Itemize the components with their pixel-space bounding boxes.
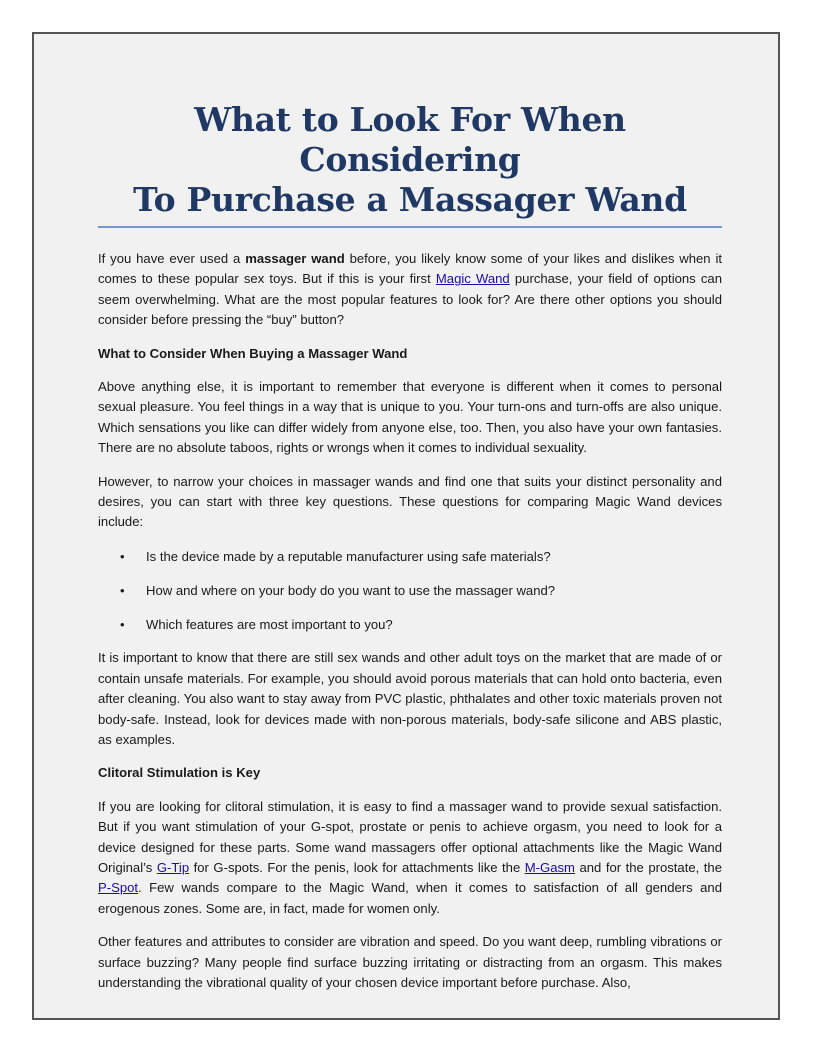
section-heading-consider: What to Consider When Buying a Massager Wand — [98, 345, 408, 361]
bullet-icon: • — [120, 616, 125, 632]
stimulation-text-2: for G-spots. For the penis, look for attachments like the — [189, 859, 525, 875]
paragraph-stimulation — [98, 797, 722, 919]
g-tip-link[interactable]: G-Tip — [156, 859, 190, 875]
list-item — [98, 547, 722, 567]
list-item-text: Is the device made by a reputable manufacturer using safe materials? — [146, 548, 551, 564]
list-item — [98, 581, 722, 601]
title-line-2: To Purchase a Massager Wand — [133, 180, 687, 219]
intro-bold-term: massager wand — [245, 251, 345, 266]
paragraph-vibration-speed: Other features and attributes to consider are vibration and speed. Do you want deep, rumbling vibrations or surface buzzing? Many people find surface buzzing irritating or distracting from an orgasm. This makes understanding the vibrational quality of your chosen device important before purchase. Also, — [98, 934, 722, 990]
intro-paragraph — [98, 249, 722, 331]
questions-list — [98, 547, 722, 635]
document-page — [32, 32, 780, 1020]
paragraph-personal-pleasure: Above anything else, it is important to remember that everyone is different when it comes to personal sexual pleasure. You feel things in a way that is unique to you. Your turn-ons and turn-offs are also unique. Which sensations you like can differ widely from anyone else, too. Then, you also have your own fantasies. There are no absolute taboos, rights or wrongs when it comes to individual sexuality. — [98, 379, 722, 456]
paragraph-unsafe-materials: It is important to know that there are still sex wands and other adult toys on the market that are made of or contain unsafe materials. For example, you should avoid porous materials that can hold onto bacteria, even after cleaning. You also want to stay away from PVC plastic, phthalates and other toxic materials proven not body-safe. Instead, look for devices made with non-porous materials, body-safe silicone and ABS plastic, as examples. — [98, 650, 722, 747]
section-heading-clitoral: Clitoral Stimulation is Key — [98, 765, 261, 781]
list-item-text: Which features are most important to you? — [146, 616, 393, 632]
bullet-icon: • — [120, 548, 125, 564]
list-item — [98, 615, 722, 635]
document-title — [98, 100, 722, 228]
stimulation-text-3: and for the prostate, the — [574, 859, 722, 875]
paragraph-key-questions: However, to narrow your choices in massager wands and find one that suits your distinct personality and desires, you can start with three key questions. These questions for comparing Magic Wand devices include: — [98, 473, 722, 530]
list-item-text: How and where on your body do you want to use the massager wand? — [146, 582, 556, 598]
m-gasm-link[interactable]: M-Gasm — [524, 859, 575, 875]
p-spot-link[interactable]: P-Spot — [98, 880, 139, 896]
title-line-1: What to Look For When Considering — [194, 100, 626, 179]
intro-text-1: If you have ever used a — [98, 251, 246, 266]
magic-wand-link[interactable]: Magic Wand — [435, 271, 510, 287]
intro-text-2: before, you likely know some of your likes and dislikes when it comes to these popular sex toys. But if this is your first — [98, 251, 723, 287]
document-content — [98, 100, 722, 993]
intro-text-3: purchase, your field of options can seem overwhelming. What are the most popular features to look for? Are there other options you should consider before pressing the “buy” button? — [98, 271, 722, 328]
bullet-icon: • — [120, 582, 125, 598]
stimulation-text-1: If you are looking for clitoral stimulation, it is easy to find a massager wand to provide sexual satisfaction. But if you want stimulation of your G-spot, prostate or penis to achieve orgasm, you need to look for a device designed for these parts. Some wand massagers offer optional attachments like the Magic Wand Original’s — [98, 798, 722, 875]
stimulation-text-4: . Few wands compare to the Magic Wand, when it comes to satisfaction of all genders and erogenous zones. Some are, in fact, made for women only. — [98, 880, 722, 916]
